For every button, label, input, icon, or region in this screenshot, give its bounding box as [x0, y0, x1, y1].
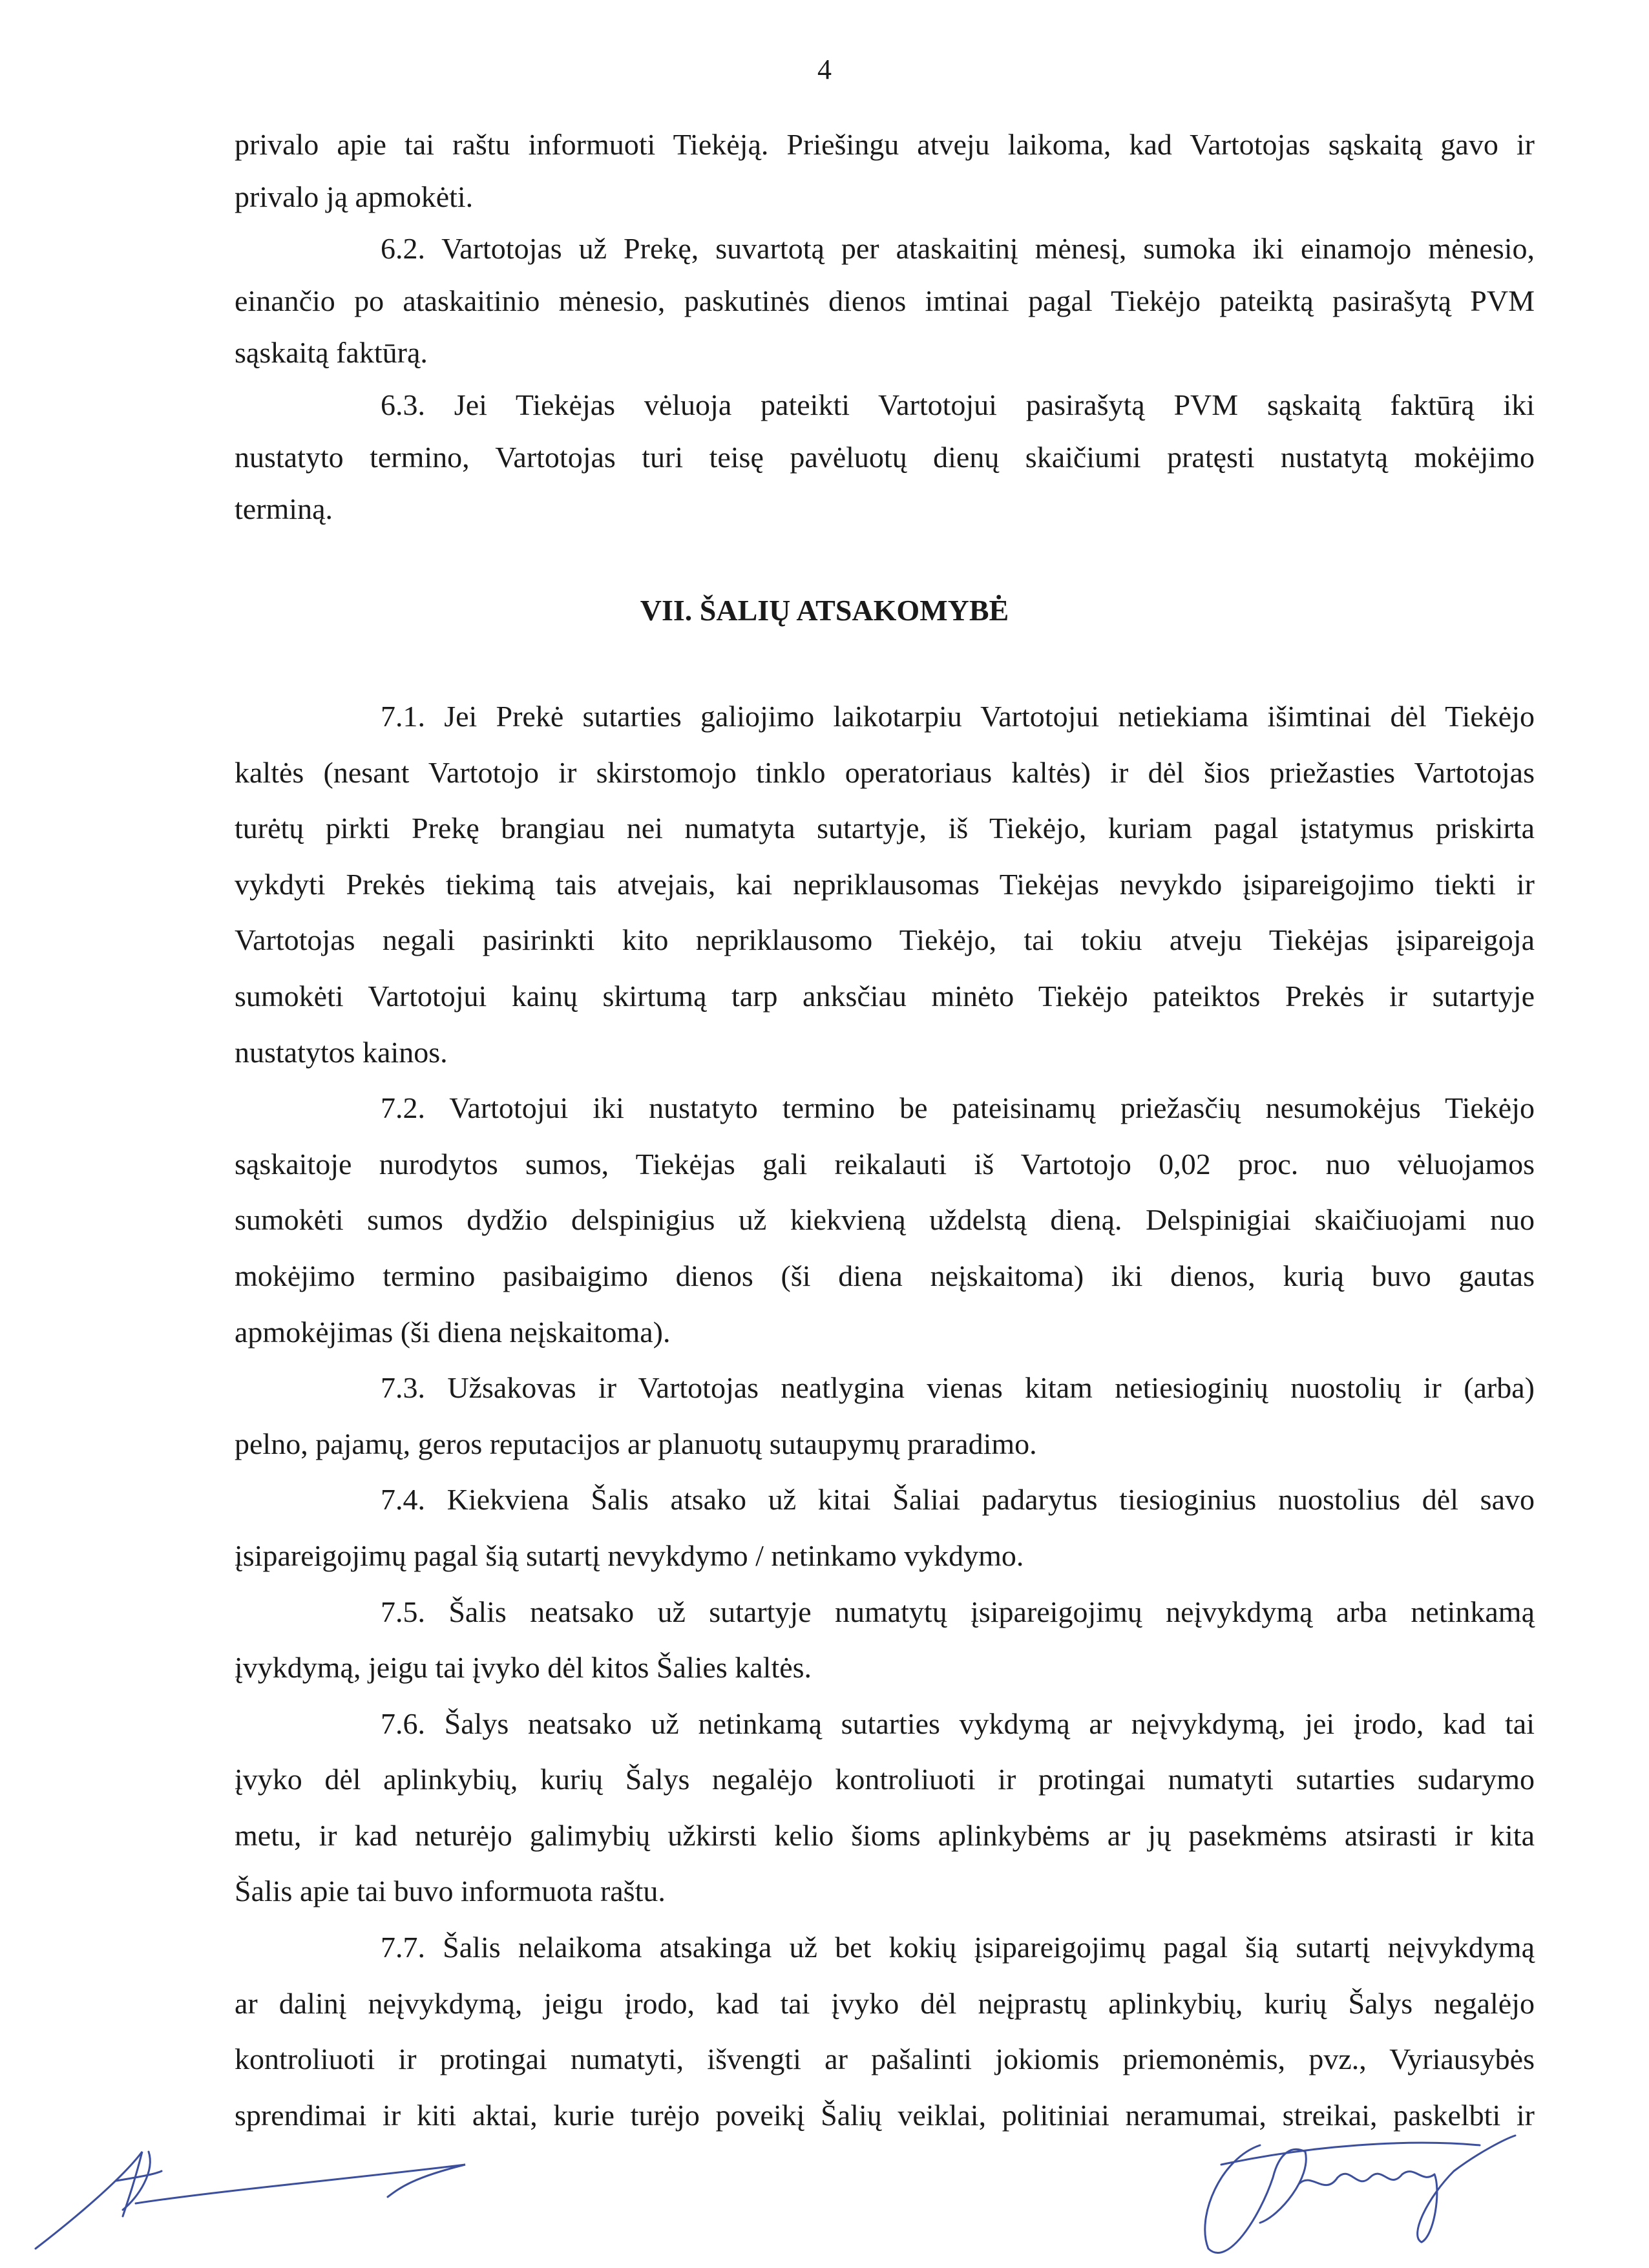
section-6-payment: [235, 119, 1535, 536]
right-signature: [1182, 2119, 1518, 2268]
text-line: 7.3. Užsakovas ir Vartotojas neatlygina vienas kitam netiesioginių nuostolių ir (arba): [381, 1371, 1535, 1405]
paragraph: [235, 1920, 1535, 2143]
text-line: 7.5. Šalis neatsako už sutartyje numatytų įsipareigojimų neįvykdymą arba netinkamą: [381, 1595, 1535, 1628]
paragraph: [235, 379, 1535, 536]
text-line: einančio po ataskaitinio mėnesio, paskutinės dienos imtinai pagal Tiekėjo pateiktą pasirašytą PVM: [235, 284, 1535, 317]
paragraph: [235, 1080, 1535, 1360]
text-line: terminą.: [235, 492, 333, 526]
text-line: 7.2. Vartotojui iki nustatyto termino be pateisinamų priežasčių nesumokėjus Tiekėjo: [381, 1091, 1535, 1125]
text-line: turėtų pirkti Prekę brangiau nei numatyta sutartyje, iš Tiekėjo, kuriam pagal įstatymus priskirta: [235, 812, 1535, 845]
text-line: 7.6. Šalys neatsako už netinkamą sutarties vykdymą ar neįvykdymą, jei įrodo, kad tai: [381, 1706, 1535, 1740]
paragraph: [235, 1360, 1535, 1472]
page-number: 4: [817, 54, 832, 85]
text-line: 6.2. Vartotojas už Prekę, suvartotą per ataskaitinį mėnesį, sumoka iki einamojo mėnesio,: [381, 232, 1535, 266]
text-line: 7.4. Kiekviena Šalis atsako už kitai Šaliai padarytus tiesioginius nuostolius dėl savo: [381, 1483, 1535, 1517]
text-line: įsipareigojimų pagal šią sutartį nevykdymo / netinkamo vykdymo.: [235, 1538, 1024, 1572]
text-line: sąskaitoje nurodytos sumos, Tiekėjas gali reikalauti iš Vartotojo 0,02 proc. nuo vėluojamos: [235, 1147, 1535, 1181]
text-line: sumokėti Vartotojui kainų skirtumą tarp anksčiau minėto Tiekėjo pateiktos Prekės ir sutartyje: [235, 979, 1535, 1013]
paragraph: [235, 1584, 1535, 1696]
paragraph: [235, 1472, 1535, 1584]
section-7-liability: [235, 689, 1535, 2143]
text-line: 7.1. Jei Prekė sutarties galiojimo laikotarpiu Vartotojui netiekiama išimtinai dėl Tiekėjo: [381, 700, 1535, 733]
paragraph: [235, 119, 1535, 223]
text-line: kontroliuoti ir protingai numatyti, išvengti ar pašalinti jokiomis priemonėmis, pvz., Vyriausybės: [235, 2042, 1535, 2076]
text-line: privalo ją apmokėti.: [235, 180, 474, 213]
text-line: ar dalinį neįvykdymą, jeigu įrodo, kad tai įvyko dėl neįprastų aplinkybių, kurių Šalys negalėjo: [235, 1986, 1535, 2020]
text-line: nustatytos kainos.: [235, 1035, 448, 1069]
text-line: 7.7. Šalis nelaikoma atsakinga už bet kokių įsipareigojimų pagal šią sutartį neįvykdymą: [381, 1931, 1535, 1964]
text-line: 6.3. Jei Tiekėjas vėluoja pateikti Vartotojui pasirašytą PVM sąskaitą faktūrą iki: [381, 388, 1535, 421]
paragraph: [235, 1696, 1535, 1920]
text-line: vykdyti Prekės tiekimą tais atvejais, kai nepriklausomas Tiekėjas nevykdo įsipareigojimo tiekti ir: [235, 867, 1535, 901]
text-line: Šalis apie tai buvo informuota raštu.: [235, 1874, 666, 1908]
paragraph: [235, 223, 1535, 379]
text-line: nustatyto termino, Vartotojas turi teisę pavėluotų dienų skaičiumi pratęsti nustatytą mokėjimo: [235, 440, 1535, 474]
text-line: mokėjimo termino pasibaigimo dienos (ši diena neįskaitoma) iki dienos, kurią buvo gautas: [235, 1259, 1535, 1292]
section-heading: VII. ŠALIŲ ATSAKOMYBĖ: [640, 594, 1009, 627]
text-line: privalo apie tai raštu informuoti Tiekėją. Priešingu atveju laikoma, kad Vartotojas sąskaitą gavo ir: [235, 128, 1535, 161]
text-line: sprendimai ir kiti aktai, kurie turėjo poveikį Šalių veiklai, politiniai neramumai, streikai, paskelbti ir: [235, 2098, 1535, 2132]
text-line: įvyko dėl aplinkybių, kurių Šalys negalėjo kontroliuoti ir protingai numatyti sutarties sudarymo: [235, 1763, 1535, 1796]
text-line: Vartotojas negali pasirinkti kito nepriklausomo Tiekėjo, tai tokiu atveju Tiekėjas įsipareigoja: [235, 923, 1535, 957]
paragraph: [235, 689, 1535, 1080]
text-line: pelno, pajamų, geros reputacijos ar planuotų sutaupymų praradimo.: [235, 1427, 1037, 1460]
left-signature: [26, 2126, 478, 2255]
text-line: kaltės (nesant Vartotojo ir skirstomojo tinklo operatoriaus kaltės) ir dėl šios priežasties Vartotojas: [235, 755, 1535, 789]
text-line: įvykdymą, jeigu tai įvyko dėl kitos Šalies kaltės.: [235, 1651, 812, 1685]
text-line: sąskaitą faktūrą.: [235, 336, 428, 370]
text-line: metu, ir kad neturėjo galimybių užkirsti kelio šioms aplinkybėms ar jų pasekmėms atsirasti ir kita: [235, 1818, 1535, 1852]
text-line: apmokėjimas (ši diena neįskaitoma).: [235, 1315, 671, 1349]
text-line: sumokėti sumos dydžio delspinigius už kiekvieną uždelstą dieną. Delspinigiai skaičiuojami nuo: [235, 1203, 1535, 1237]
